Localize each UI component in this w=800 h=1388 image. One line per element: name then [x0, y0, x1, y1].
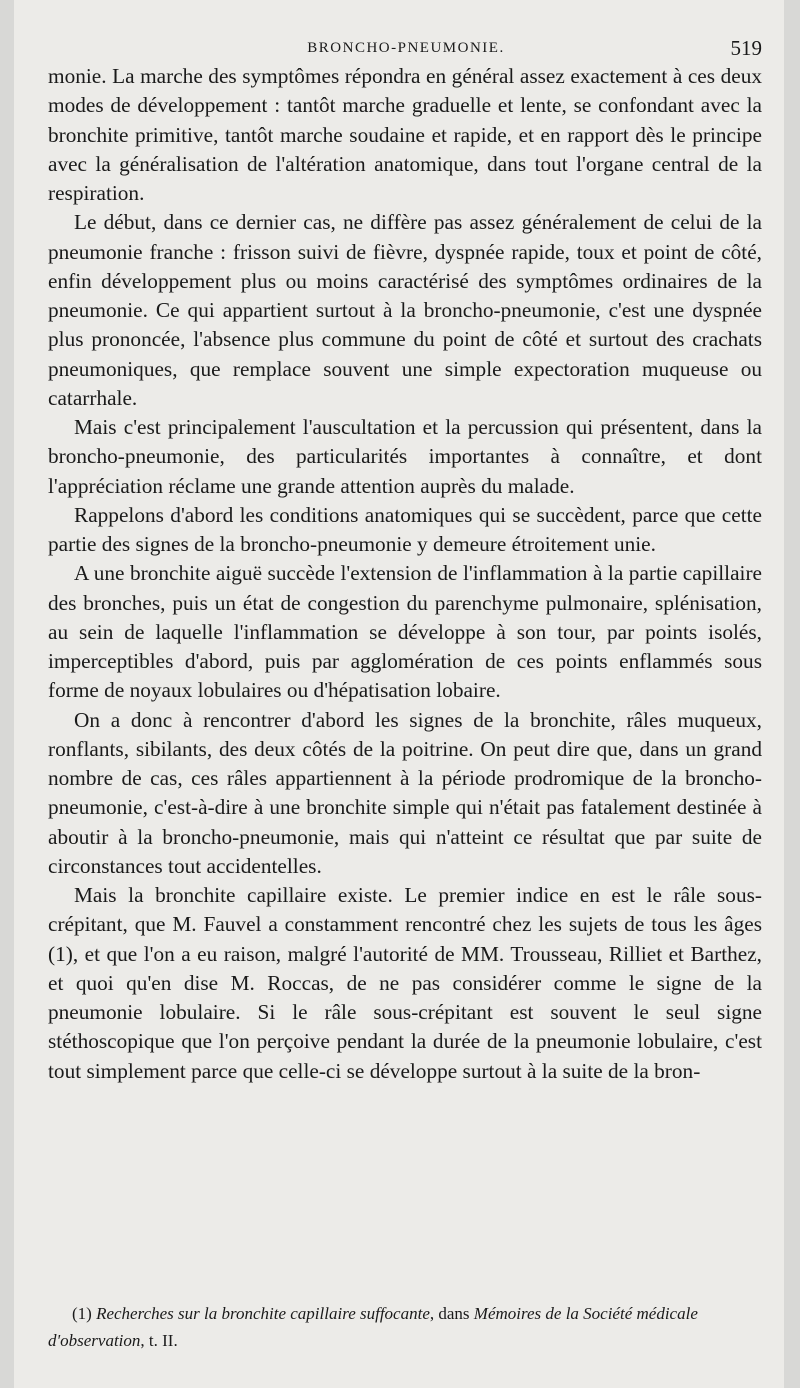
footnote-title: Recherches sur la bronchite capillaire suffocante — [96, 1304, 430, 1323]
paragraph: Rappelons d'abord les conditions anatomiques qui se succèdent, parce que cette partie des signes de la broncho-pneumonie y demeure étroitement unie. — [48, 502, 762, 556]
footnote-connector: , dans — [429, 1304, 474, 1323]
paragraph: Le début, dans ce dernier cas, ne diffère pas assez généralement de celui de la pneumonie franche : frisson suivi de fièvre, dyspnée rapide, toux et point de côté, enfin développement plus ou moins caractérisé des symptômes ordinaires de la pneumonie. Ce qui appartient surtout à la broncho-pneumonie, c'est une dyspnée plus prononcée, l'absence plus commune du point de côté et surtout des crachats pneumoniques, que remplace souvent une simple expectoration muqueuse ou catarrhale. — [48, 210, 762, 410]
footnote-text — [48, 1300, 762, 1354]
footnote-source: Mémoires de la Société médicale d'observation — [48, 1304, 698, 1350]
paragraph: On a donc à rencontrer d'abord les signes de la bronchite, râles muqueux, ronflants, sibilants, des deux côtés de la poitrine. On peut dire que, dans un grand nombre de cas, ces râles appartiennent à la période prodromique de la broncho-pneumonie, c'est-à-dire à une bronchite simple qui n'était pas fatalement destinée à aboutir à la broncho-pneumonie, mais qui n'atteint ce résultat que par suite de circonstances tout accidentelles. — [48, 707, 762, 878]
paragraph: A une bronchite aiguë succède l'extension de l'inflammation à la partie capillaire des bronches, puis un état de congestion du parenchyme pulmonaire, splénisation, au sein de laquelle l'inflammation se développe à son tour, par points isolés, imperceptibles d'abord, puis par agglomération de ces points enflammés sous forme de noyaux lobulaires ou d'hépatisation lobaire. — [48, 561, 762, 703]
footnote-end: , t. II. — [140, 1331, 178, 1350]
paragraph: Mais la bronchite capillaire existe. Le premier indice en est le râle sous-crépitant, que M. Fauvel a constamment rencontré chez les sujets de tous les âges (1), et que l'on a eu raison, malgré l'autorité de MM. Trousseau, Rilliet et Barthez, et quoi qu'en dise M. Roccas, de ne pas considérer comme le signe de la pneumonie lobulaire. Si le râle sous-crépitant est souvent le seul signe stéthoscopique que l'on perçoive pendant la durée de la pneumonie lobulaire, c'est tout simplement parce que celle-ci se développe surtout à la suite de la bron- — [48, 883, 762, 1083]
book-page — [14, 0, 784, 1388]
page-number: 519 — [730, 36, 762, 60]
paragraph: Mais c'est principalement l'auscultation et la percussion qui présentent, dans la broncho-pneumonie, des particularités importantes à connaître, et dont l'appréciation réclame une grande attention auprès du malade. — [48, 415, 762, 498]
running-head — [50, 36, 762, 62]
footnote-marker: (1) — [72, 1304, 92, 1323]
paragraph: monie. La marche des symptômes répondra en général assez exactement à ces deux modes de développement : tantôt marche graduelle et lente, se confondant avec la bronchite primitive, tantôt marche soudaine et rapide, et en rapport dès le principe avec la généralisation de l'altération anatomique, dans tout l'organe central de la respiration. — [48, 64, 762, 205]
body-text — [48, 62, 762, 1086]
footnote — [48, 1300, 762, 1354]
running-title: BRONCHO-PNEUMONIE. — [307, 40, 505, 56]
